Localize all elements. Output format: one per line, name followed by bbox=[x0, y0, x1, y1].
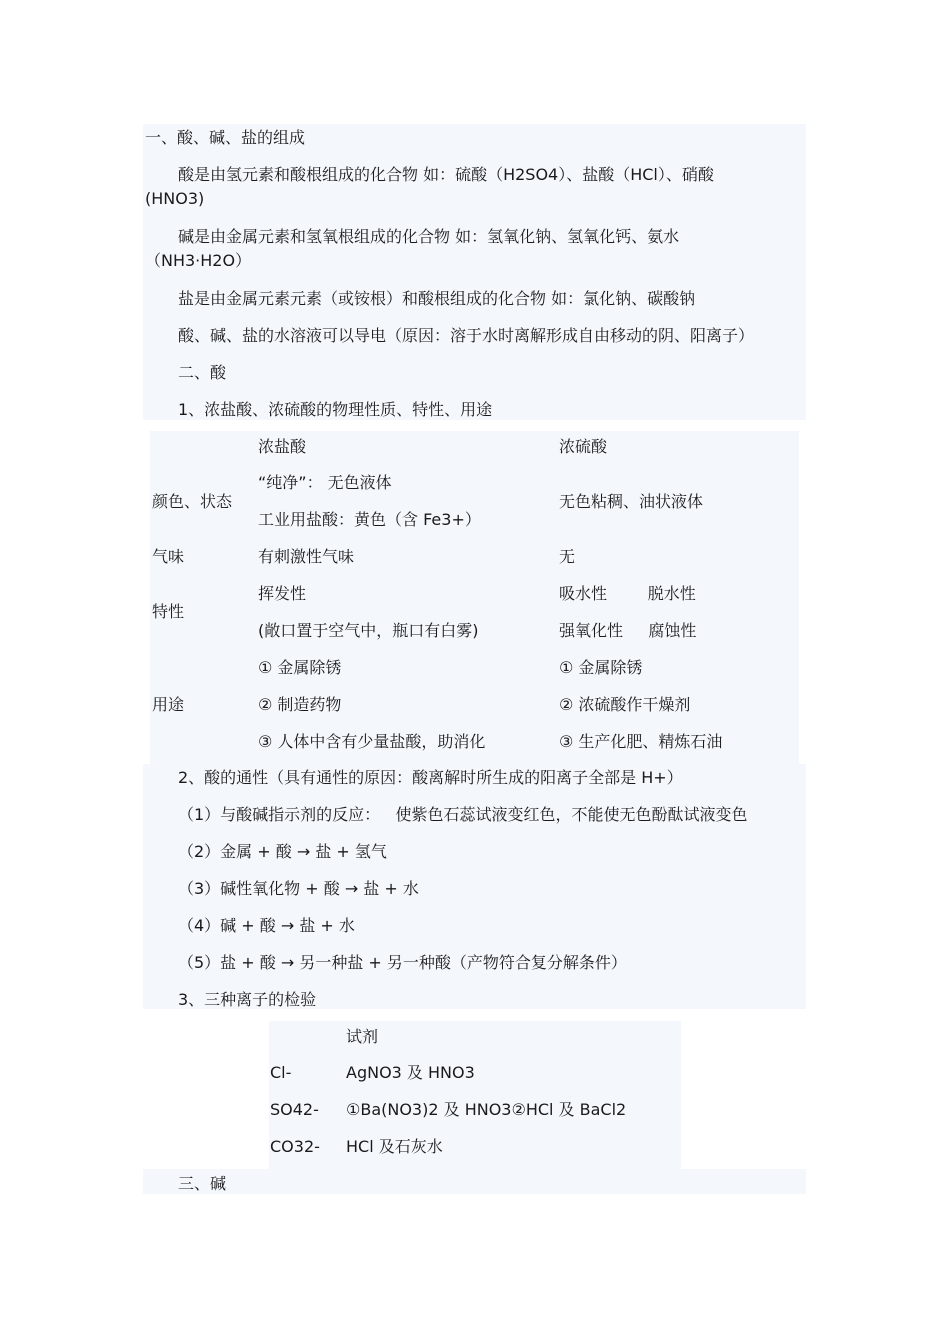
list-item: （4）碱 + 酸 → 盐 + 水 bbox=[178, 916, 355, 935]
table-cell: (敞口置于空气中，瓶口有白雾) bbox=[258, 621, 479, 640]
ion-label: Cl- bbox=[270, 1063, 292, 1082]
table-cell: 工业用盐酸：黄色（含 Fe3+） bbox=[258, 510, 481, 529]
list-item: （5）盐 + 酸 → 另一种盐 + 另一种酸（产物符合复分解条件） bbox=[178, 953, 627, 972]
paragraph: 碱是由金属元素和氢氧根组成的化合物 如：氢氧化钠、氢氧化钙、氨水 bbox=[178, 227, 680, 246]
section-heading: 三、碱 bbox=[178, 1174, 227, 1193]
row-label-use: 用途 bbox=[152, 695, 185, 714]
paragraph: 酸是由氢元素和酸根组成的化合物 如：硫酸（H2SO4）、盐酸（HCl）、硝酸 bbox=[178, 165, 714, 184]
table1-background bbox=[150, 431, 799, 765]
ion-label: SO42- bbox=[270, 1100, 319, 1119]
paragraph: 酸、碱、盐的水溶液可以导电（原因：溶于水时离解形成自由移动的阴、阳离子） bbox=[178, 326, 755, 345]
table-header-hcl: 浓盐酸 bbox=[258, 437, 307, 456]
paragraph: (HNO3) bbox=[145, 189, 205, 208]
table-cell: ③ 人体中含有少量盐酸，助消化 bbox=[258, 732, 486, 751]
table-cell: “纯净”： 无色液体 bbox=[258, 473, 392, 492]
paragraph: （NH3·H2O） bbox=[145, 251, 252, 270]
row-label-color: 颜色、状态 bbox=[152, 492, 233, 511]
table-cell: ② 制造药物 bbox=[258, 695, 342, 714]
row-label-smell: 气味 bbox=[152, 547, 185, 566]
table-cell: 挥发性 bbox=[258, 584, 307, 603]
table2-background bbox=[269, 1021, 681, 1169]
paragraph: 盐是由金属元素元素（或铵根）和酸根组成的化合物 如：氯化钠、碳酸钠 bbox=[178, 289, 696, 308]
table-cell: ① 金属除锈 bbox=[258, 658, 342, 677]
text-block-background bbox=[143, 1169, 806, 1194]
table-header-reagent: 试剂 bbox=[346, 1027, 379, 1046]
table-cell: 吸水性 脱水性 bbox=[559, 584, 696, 603]
list-item: （1）与酸碱指示剂的反应： 使紫色石蕊试液变红色，不能使无色酚酞试液变色 bbox=[178, 805, 748, 824]
table-cell: ② 浓硫酸作干燥剂 bbox=[559, 695, 691, 714]
table-cell: ① 金属除锈 bbox=[559, 658, 643, 677]
table-cell: 无色粘稠、油状液体 bbox=[559, 492, 704, 511]
list-item: （2）金属 + 酸 → 盐 + 氢气 bbox=[178, 842, 387, 861]
row-label-trait: 特性 bbox=[152, 602, 185, 621]
table-cell: 强氧化性 腐蚀性 bbox=[559, 621, 697, 640]
reagent-cell: AgNO3 及 HNO3 bbox=[346, 1063, 475, 1082]
reagent-cell: HCl 及石灰水 bbox=[346, 1137, 443, 1156]
table-cell: ③ 生产化肥、精炼石油 bbox=[559, 732, 723, 751]
subheading: 3、三种离子的检验 bbox=[178, 990, 317, 1009]
subheading: 2、酸的通性（具有通性的原因：酸离解时所生成的阳离子全部是 H+） bbox=[178, 768, 683, 787]
ion-label: CO32- bbox=[270, 1137, 320, 1156]
subheading: 1、浓盐酸、浓硫酸的物理性质、特性、用途 bbox=[178, 400, 493, 419]
table-cell: 无 bbox=[559, 547, 576, 566]
section-heading: 一、酸、碱、盐的组成 bbox=[145, 128, 306, 147]
table-header-h2so4: 浓硫酸 bbox=[559, 437, 608, 456]
section-heading: 二、酸 bbox=[178, 363, 227, 382]
list-item: （3）碱性氧化物 + 酸 → 盐 + 水 bbox=[178, 879, 419, 898]
table-cell: 有刺激性气味 bbox=[258, 547, 355, 566]
reagent-cell: ①Ba(NO3)2 及 HNO3②HCl 及 BaCl2 bbox=[346, 1100, 627, 1119]
